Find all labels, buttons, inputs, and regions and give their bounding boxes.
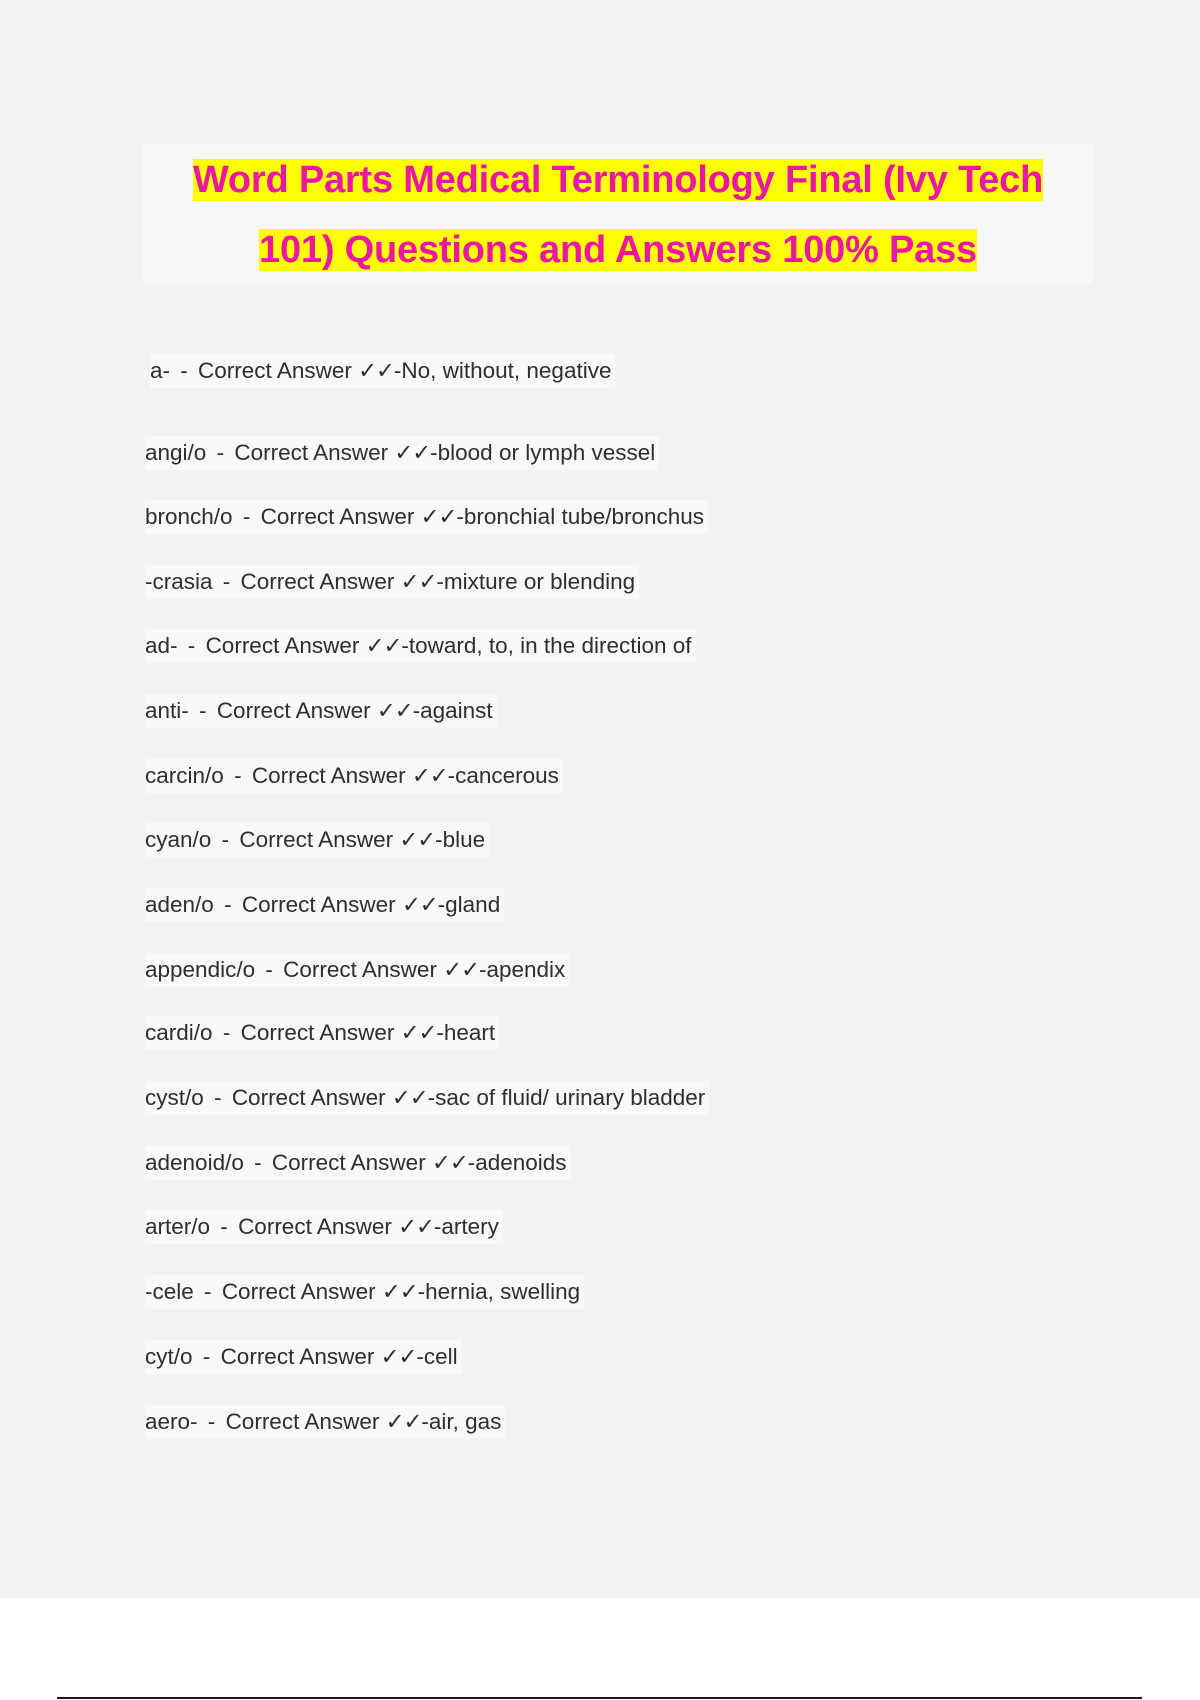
answer-text: toward, to, in the direction of: [408, 633, 692, 658]
separator-dash: -: [265, 957, 273, 982]
term-text: bronch/o: [145, 504, 233, 529]
separator-dash: -: [199, 698, 207, 723]
correct-answer-label: Correct Answer: [283, 957, 437, 982]
answer-dash: -: [416, 1344, 424, 1369]
answer-text: gland: [445, 892, 501, 917]
term-text: cyt/o: [145, 1344, 193, 1369]
correct-answer-label: Correct Answer: [241, 892, 396, 917]
qa-item: [145, 1210, 503, 1244]
answer-text: No, without, negative: [401, 358, 612, 383]
separator-dash: -: [222, 569, 231, 594]
qa-item: [145, 759, 563, 793]
double-check-icon: ✓✓: [411, 763, 448, 788]
answer-text: adenoids: [475, 1150, 567, 1175]
qa-item: [145, 694, 497, 728]
answer-text: against: [420, 698, 493, 723]
correct-answer-label: Correct Answer: [251, 763, 406, 788]
term-text: cyan/o: [145, 827, 212, 852]
correct-answer-label: Correct Answer: [260, 504, 415, 529]
term-text: anti-: [145, 698, 189, 723]
term-text: appendic/o: [145, 957, 256, 982]
qa-item: [145, 953, 569, 987]
double-check-icon: ✓✓: [443, 957, 479, 982]
answer-text: cell: [423, 1344, 458, 1369]
correct-answer-label: Correct Answer: [240, 569, 395, 594]
answer-dash: -: [456, 504, 464, 529]
separator-dash: -: [221, 827, 230, 852]
answer-dash: -: [478, 957, 487, 982]
double-check-icon: ✓✓: [391, 1085, 428, 1110]
correct-answer-label: Correct Answer: [225, 1409, 380, 1434]
separator-dash: -: [254, 1150, 262, 1175]
correct-answer-label: Correct Answer: [220, 1344, 375, 1369]
double-check-icon: ✓✓: [431, 1150, 468, 1175]
answer-text: blood or lymph vessel: [437, 440, 656, 465]
term-text: angi/o: [145, 440, 207, 465]
qa-item: [150, 354, 615, 388]
term-text: arter/o: [145, 1214, 211, 1239]
answer-dash: -: [427, 1085, 436, 1110]
double-check-icon: ✓✓: [400, 1020, 437, 1045]
qa-item: [145, 1016, 499, 1050]
qa-item: [145, 1146, 571, 1180]
title-block: [143, 144, 1093, 284]
double-check-icon: ✓✓: [365, 633, 402, 658]
correct-answer-label: Correct Answer: [221, 1279, 376, 1304]
answer-text: mixture or blending: [443, 569, 636, 594]
document-title-line-1: Word Parts Medical Terminology Final (Ivy Tech: [192, 159, 1044, 201]
double-check-icon: ✓✓: [420, 504, 457, 529]
qa-item: [145, 436, 659, 470]
separator-dash: -: [214, 1085, 222, 1110]
answer-dash: -: [430, 440, 438, 465]
separator-dash: -: [202, 1344, 211, 1369]
separator-dash: -: [204, 1279, 212, 1304]
double-check-icon: ✓✓: [376, 698, 413, 723]
correct-answer-label: Correct Answer: [239, 827, 394, 852]
answer-dash: -: [421, 1409, 429, 1434]
qa-item: [145, 565, 639, 599]
answer-dash: -: [412, 698, 421, 723]
term-text: aero-: [145, 1409, 198, 1434]
double-check-icon: ✓✓: [399, 827, 436, 852]
separator-dash: -: [222, 1020, 231, 1045]
answer-text: sac of fluid/ urinary bladder: [435, 1085, 706, 1110]
answer-text: hernia, swelling: [425, 1279, 581, 1304]
qa-item: [145, 823, 489, 857]
answer-dash: -: [393, 358, 402, 383]
double-check-icon: ✓✓: [398, 1214, 434, 1239]
answer-dash: -: [437, 892, 446, 917]
qa-item: [145, 1405, 505, 1439]
separator-dash: -: [220, 1214, 228, 1239]
double-check-icon: ✓✓: [394, 440, 431, 465]
qa-item: [145, 1081, 709, 1115]
term-text: aden/o: [145, 892, 214, 917]
term-text: cyst/o: [145, 1085, 204, 1110]
term-text: -crasia: [145, 569, 213, 594]
double-check-icon: ✓✓: [381, 1279, 418, 1304]
correct-answer-label: Correct Answer: [234, 440, 389, 465]
answer-dash: -: [435, 827, 443, 852]
footer-divider: [57, 1697, 1142, 1699]
correct-answer-label: Correct Answer: [271, 1150, 426, 1175]
answer-text: heart: [443, 1020, 496, 1045]
qa-item: [145, 1340, 462, 1374]
answer-text: cancerous: [455, 763, 559, 788]
correct-answer-label: Correct Answer: [198, 358, 352, 383]
document-title-line-2: 101) Questions and Answers 100% Pass: [259, 229, 977, 271]
answer-text: air, gas: [428, 1409, 502, 1434]
answer-text: bronchial tube/bronchus: [463, 504, 705, 529]
term-text: -cele: [145, 1279, 194, 1304]
qa-item: [145, 629, 696, 663]
term-text: ad-: [145, 633, 178, 658]
answer-text: artery: [441, 1214, 499, 1239]
double-check-icon: ✓✓: [401, 892, 438, 917]
term-text: carcin/o: [145, 763, 224, 788]
answer-dash: -: [433, 1214, 442, 1239]
correct-answer-label: Correct Answer: [205, 633, 360, 658]
term-text: cardi/o: [145, 1020, 213, 1045]
qa-item: [145, 500, 708, 534]
term-text: adenoid/o: [145, 1150, 244, 1175]
double-check-icon: ✓✓: [380, 1344, 417, 1369]
correct-answer-label: Correct Answer: [238, 1214, 392, 1239]
separator-dash: -: [207, 1409, 216, 1434]
answer-dash: -: [436, 569, 444, 594]
answer-text: apendix: [486, 957, 566, 982]
answer-dash: -: [467, 1150, 476, 1175]
separator-dash: -: [216, 440, 225, 465]
answer-dash: -: [417, 1279, 426, 1304]
separator-dash: -: [242, 504, 251, 529]
correct-answer-label: Correct Answer: [240, 1020, 395, 1045]
separator-dash: -: [234, 763, 242, 788]
answer-dash: -: [447, 763, 456, 788]
answer-dash: -: [436, 1020, 444, 1045]
answer-text: blue: [442, 827, 486, 852]
separator-dash: -: [187, 633, 196, 658]
double-check-icon: ✓✓: [400, 569, 437, 594]
term-text: a-: [150, 358, 171, 383]
separator-dash: -: [180, 358, 188, 383]
correct-answer-label: Correct Answer: [216, 698, 371, 723]
qa-item: [145, 1275, 584, 1309]
qa-item: [145, 888, 504, 922]
answer-dash: -: [401, 633, 409, 658]
correct-answer-label: Correct Answer: [231, 1085, 386, 1110]
double-check-icon: ✓✓: [385, 1409, 422, 1434]
separator-dash: -: [224, 892, 232, 917]
double-check-icon: ✓✓: [358, 358, 394, 383]
